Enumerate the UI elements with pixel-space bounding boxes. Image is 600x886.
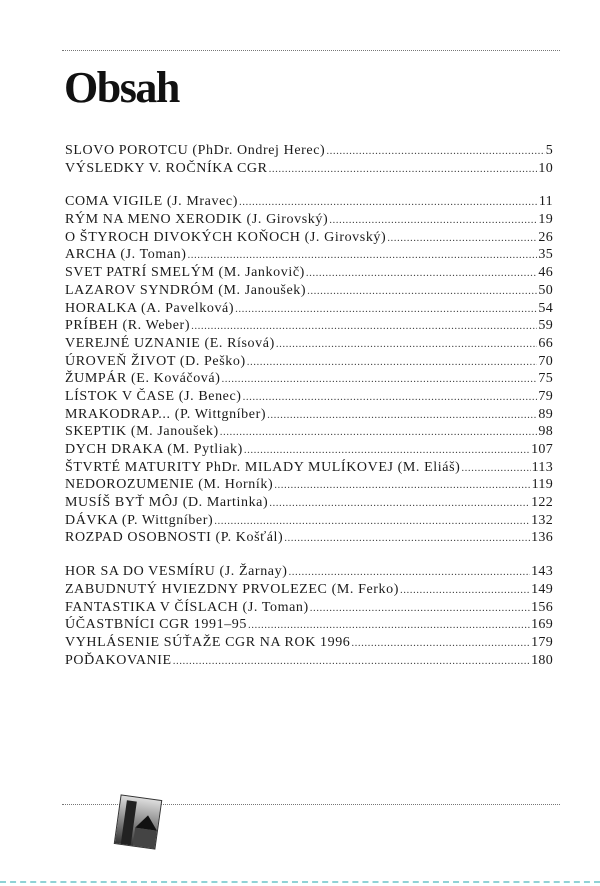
leader-dots: [173, 655, 530, 667]
entry-page-number: 156: [531, 599, 553, 615]
toc-entry: [65, 424, 553, 442]
entry-page-number: 50: [538, 282, 553, 298]
entry-page-number: 132: [531, 512, 553, 528]
entry-page-number: 113: [531, 459, 553, 475]
leader-dots: [306, 267, 537, 279]
entry-page-number: 11: [538, 194, 553, 210]
entry-title: DYCH DRAKA (M. Pytliak): [65, 442, 243, 457]
leader-dots: [387, 232, 537, 244]
entry-page-number: 75: [538, 371, 553, 387]
entry-title: ÚČASTBNÍCI CGR 1991–95: [65, 617, 247, 633]
entry-title: LAZAROV SYNDRÓM (M. Janoušek): [65, 282, 307, 298]
entry-title: ŠTVRTÉ MATURITY PhDr. MILADY MULÍKOVEJ (M. Eliáš): [65, 459, 461, 475]
entry-page-number: 179: [531, 634, 553, 650]
leader-dots: [329, 214, 537, 226]
toc-entry: [65, 442, 553, 460]
entry-page-number: 10: [538, 160, 553, 176]
entry-title: RÝM NA MENO XERODIK (J. Girovský): [65, 212, 329, 228]
toc-entry: [65, 318, 553, 336]
entry-title: ÚROVEŇ ŽIVOT (D. Peško): [65, 353, 246, 369]
entry-page-number: 5: [545, 143, 553, 158]
town-illustration: [114, 794, 163, 849]
toc-entry: [65, 336, 553, 354]
page-title: Obsah: [64, 63, 179, 112]
entry-title: HOR SA DO VESMÍRU (J. Žarnay): [65, 564, 288, 580]
toc-entry: [65, 530, 553, 548]
entry-page-number: 180: [531, 652, 553, 668]
leader-dots: [269, 497, 530, 509]
entry-title: NEDOROZUMENIE (M. Horník): [65, 477, 274, 493]
toc-entry: [65, 477, 553, 495]
leader-dots: [191, 320, 537, 332]
entry-title: ŽUMPÁR (E. Kováčová): [65, 371, 221, 387]
entry-title: SVET PATRÍ SMELÝM (M. Jankovič): [65, 265, 305, 281]
entry-title: MRAKODRAP... (P. Wittgníber): [65, 406, 267, 422]
toc-entry: [65, 265, 553, 283]
toc-entry: [65, 653, 553, 671]
entry-title: ZABUDNUTÝ HVIEZDNY PRVOLEZEC (M. Ferko): [65, 581, 400, 597]
entry-title: COMA VIGILE (J. Mravec): [65, 194, 238, 210]
entry-page-number: 54: [538, 300, 553, 316]
leader-dots: [351, 637, 530, 649]
leader-dots: [461, 462, 530, 474]
toc-entry: [65, 600, 553, 618]
entry-page-number: 70: [538, 353, 553, 369]
entry-title: ROZPAD OSOBNOSTI (P. Košťál): [65, 530, 284, 546]
leader-dots: [267, 409, 537, 421]
entry-title: VYHLÁSENIE SÚŤAŽE CGR NA ROK 1996: [65, 634, 351, 650]
entry-title: VEREJNÉ UZNANIE (E. Rísová): [65, 335, 275, 351]
entry-page-number: 19: [538, 212, 553, 228]
entry-page-number: 143: [531, 564, 553, 580]
entry-page-number: 66: [538, 335, 553, 351]
table-of-contents: [65, 143, 553, 686]
toc-entry: [65, 283, 553, 301]
toc-section: [65, 194, 553, 548]
entry-title: SKEPTIK (M. Janoušek): [65, 424, 219, 440]
toc-entry: [65, 230, 553, 248]
toc-entry: [65, 582, 553, 600]
entry-page-number: 149: [531, 581, 553, 597]
entry-page-number: 35: [538, 247, 553, 263]
entry-title: HORALKA (A. Pavelková): [65, 300, 235, 316]
entry-title: SLOVO POROTCU (PhDr. Ondrej Herec): [65, 143, 326, 158]
toc-entry: [65, 495, 553, 513]
entry-title: VÝSLEDKY V. ROČNÍKA CGR: [65, 160, 268, 176]
toc-entry: [65, 143, 553, 161]
entry-title: LÍSTOK V ČASE (J. Benec): [65, 388, 242, 404]
entry-page-number: 59: [538, 318, 553, 334]
entry-title: PRÍBEH (R. Weber): [65, 318, 191, 334]
toc-entry: [65, 247, 553, 265]
entry-page-number: 169: [531, 617, 553, 633]
entry-page-number: 26: [538, 229, 553, 245]
leader-dots: [235, 303, 537, 315]
toc-entry: [65, 354, 553, 372]
entry-title: ARCHA (J. Toman): [65, 247, 187, 263]
toc-entry: [65, 161, 553, 179]
toc-entry: [65, 212, 553, 230]
toc-entry: [65, 564, 553, 582]
entry-page-number: 89: [538, 406, 553, 422]
leader-dots: [247, 356, 538, 368]
toc-entry: [65, 460, 553, 478]
leader-dots: [214, 515, 530, 527]
toc-entry: [65, 389, 553, 407]
entry-page-number: 79: [538, 388, 553, 404]
leader-dots: [326, 145, 544, 157]
leader-dots: [269, 163, 538, 175]
toc-section: [65, 564, 553, 670]
toc-entry: [65, 617, 553, 635]
leader-dots: [274, 479, 530, 491]
leader-dots: [400, 584, 530, 596]
toc-section: [65, 143, 553, 178]
leader-dots: [239, 196, 538, 208]
entry-title: POĎAKOVANIE: [65, 652, 172, 668]
leader-dots: [276, 338, 538, 350]
toc-entry: [65, 194, 553, 212]
leader-dots: [307, 285, 537, 297]
entry-page-number: 46: [538, 265, 553, 281]
leader-dots: [310, 602, 530, 614]
entry-page-number: 98: [538, 424, 553, 440]
entry-title: FANTASTIKA V ČÍSLACH (J. Toman): [65, 599, 309, 615]
leader-dots: [243, 391, 538, 403]
toc-entry: [65, 513, 553, 531]
leader-dots: [288, 566, 530, 578]
entry-page-number: 122: [531, 495, 553, 511]
leader-dots: [220, 426, 538, 438]
leader-dots: [188, 249, 538, 261]
top-dotted-rule: [62, 50, 560, 51]
toc-entry: [65, 407, 553, 425]
leader-dots: [244, 444, 530, 456]
toc-entry: [65, 635, 553, 653]
entry-title: MUSÍŠ BYŤ MÔJ (D. Martinka): [65, 495, 269, 511]
entry-title: DÁVKA (P. Wittgníber): [65, 512, 214, 528]
entry-page-number: 107: [531, 442, 553, 457]
entry-page-number: 119: [531, 477, 553, 493]
entry-page-number: 136: [531, 530, 553, 546]
page-edge-dashed-line: [0, 881, 600, 883]
leader-dots: [248, 619, 530, 631]
leader-dots: [284, 532, 530, 544]
leader-dots: [221, 373, 537, 385]
toc-entry: [65, 371, 553, 389]
entry-title: O ŠTYROCH DIVOKÝCH KOŇOCH (J. Girovský): [65, 229, 387, 245]
toc-entry: [65, 301, 553, 319]
house-shape: [133, 828, 157, 849]
